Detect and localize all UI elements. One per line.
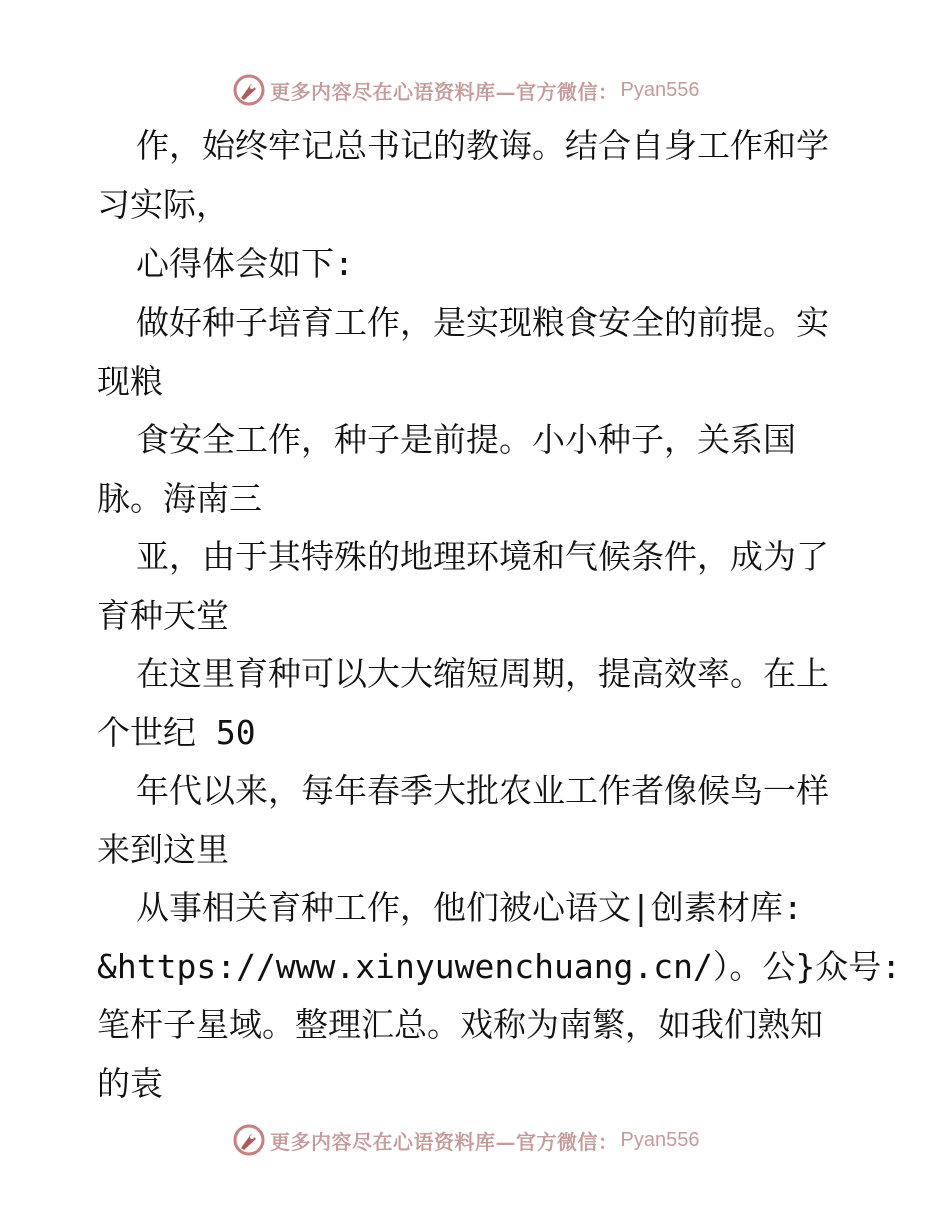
- text-line: 食安全工作，种子是前提。小小种子，关系国: [136, 420, 796, 459]
- text-line: 的袁: [97, 1064, 163, 1103]
- text-line: 现粮: [97, 362, 163, 401]
- text-line: 育种天堂: [97, 596, 229, 635]
- text-line: 心得体会如下:: [136, 244, 354, 283]
- pen-nib-circle-icon: [232, 73, 266, 107]
- text-line: 亚，由于其特殊的地理环境和气候条件，成为了: [136, 537, 829, 576]
- watermark-handle: Pyan556: [620, 78, 700, 101]
- text-line: 作，始终牢记总书记的教诲。结合自身工作和学: [136, 126, 829, 165]
- text-line: 笔杆子星域。整理汇总。戏称为南繁，如我们熟知: [97, 1005, 823, 1044]
- text-line: 习实际，: [97, 185, 229, 224]
- header-watermark: [232, 72, 699, 108]
- text-line: 做好种子培育工作，是实现粮食安全的前提。实: [136, 303, 829, 342]
- text-line: 个世纪 50: [97, 713, 256, 752]
- text-line: 年代以来，每年春季大批农业工作者像候鸟一样: [136, 771, 829, 810]
- watermark-text: 更多内容尽在心语资料库—官方微信：: [270, 79, 619, 104]
- watermark-text: 更多内容尽在心语资料库—官方微信：: [270, 1129, 619, 1154]
- pen-nib-circle-icon: [232, 1123, 266, 1157]
- text-line: 从事相关育种工作，他们被心语文|创素材库:: [136, 888, 803, 927]
- text-line: 来到这里: [97, 830, 229, 869]
- watermark-handle: Pyan556: [620, 1128, 700, 1151]
- text-line: &https://www.xinyuwenchuang.cn/）。公}众号:: [97, 947, 902, 986]
- text-line: 脉。海南三: [97, 479, 262, 518]
- footer-watermark: [232, 1122, 699, 1158]
- text-line: 在这里育种可以大大缩短周期，提高效率。在上: [136, 654, 829, 693]
